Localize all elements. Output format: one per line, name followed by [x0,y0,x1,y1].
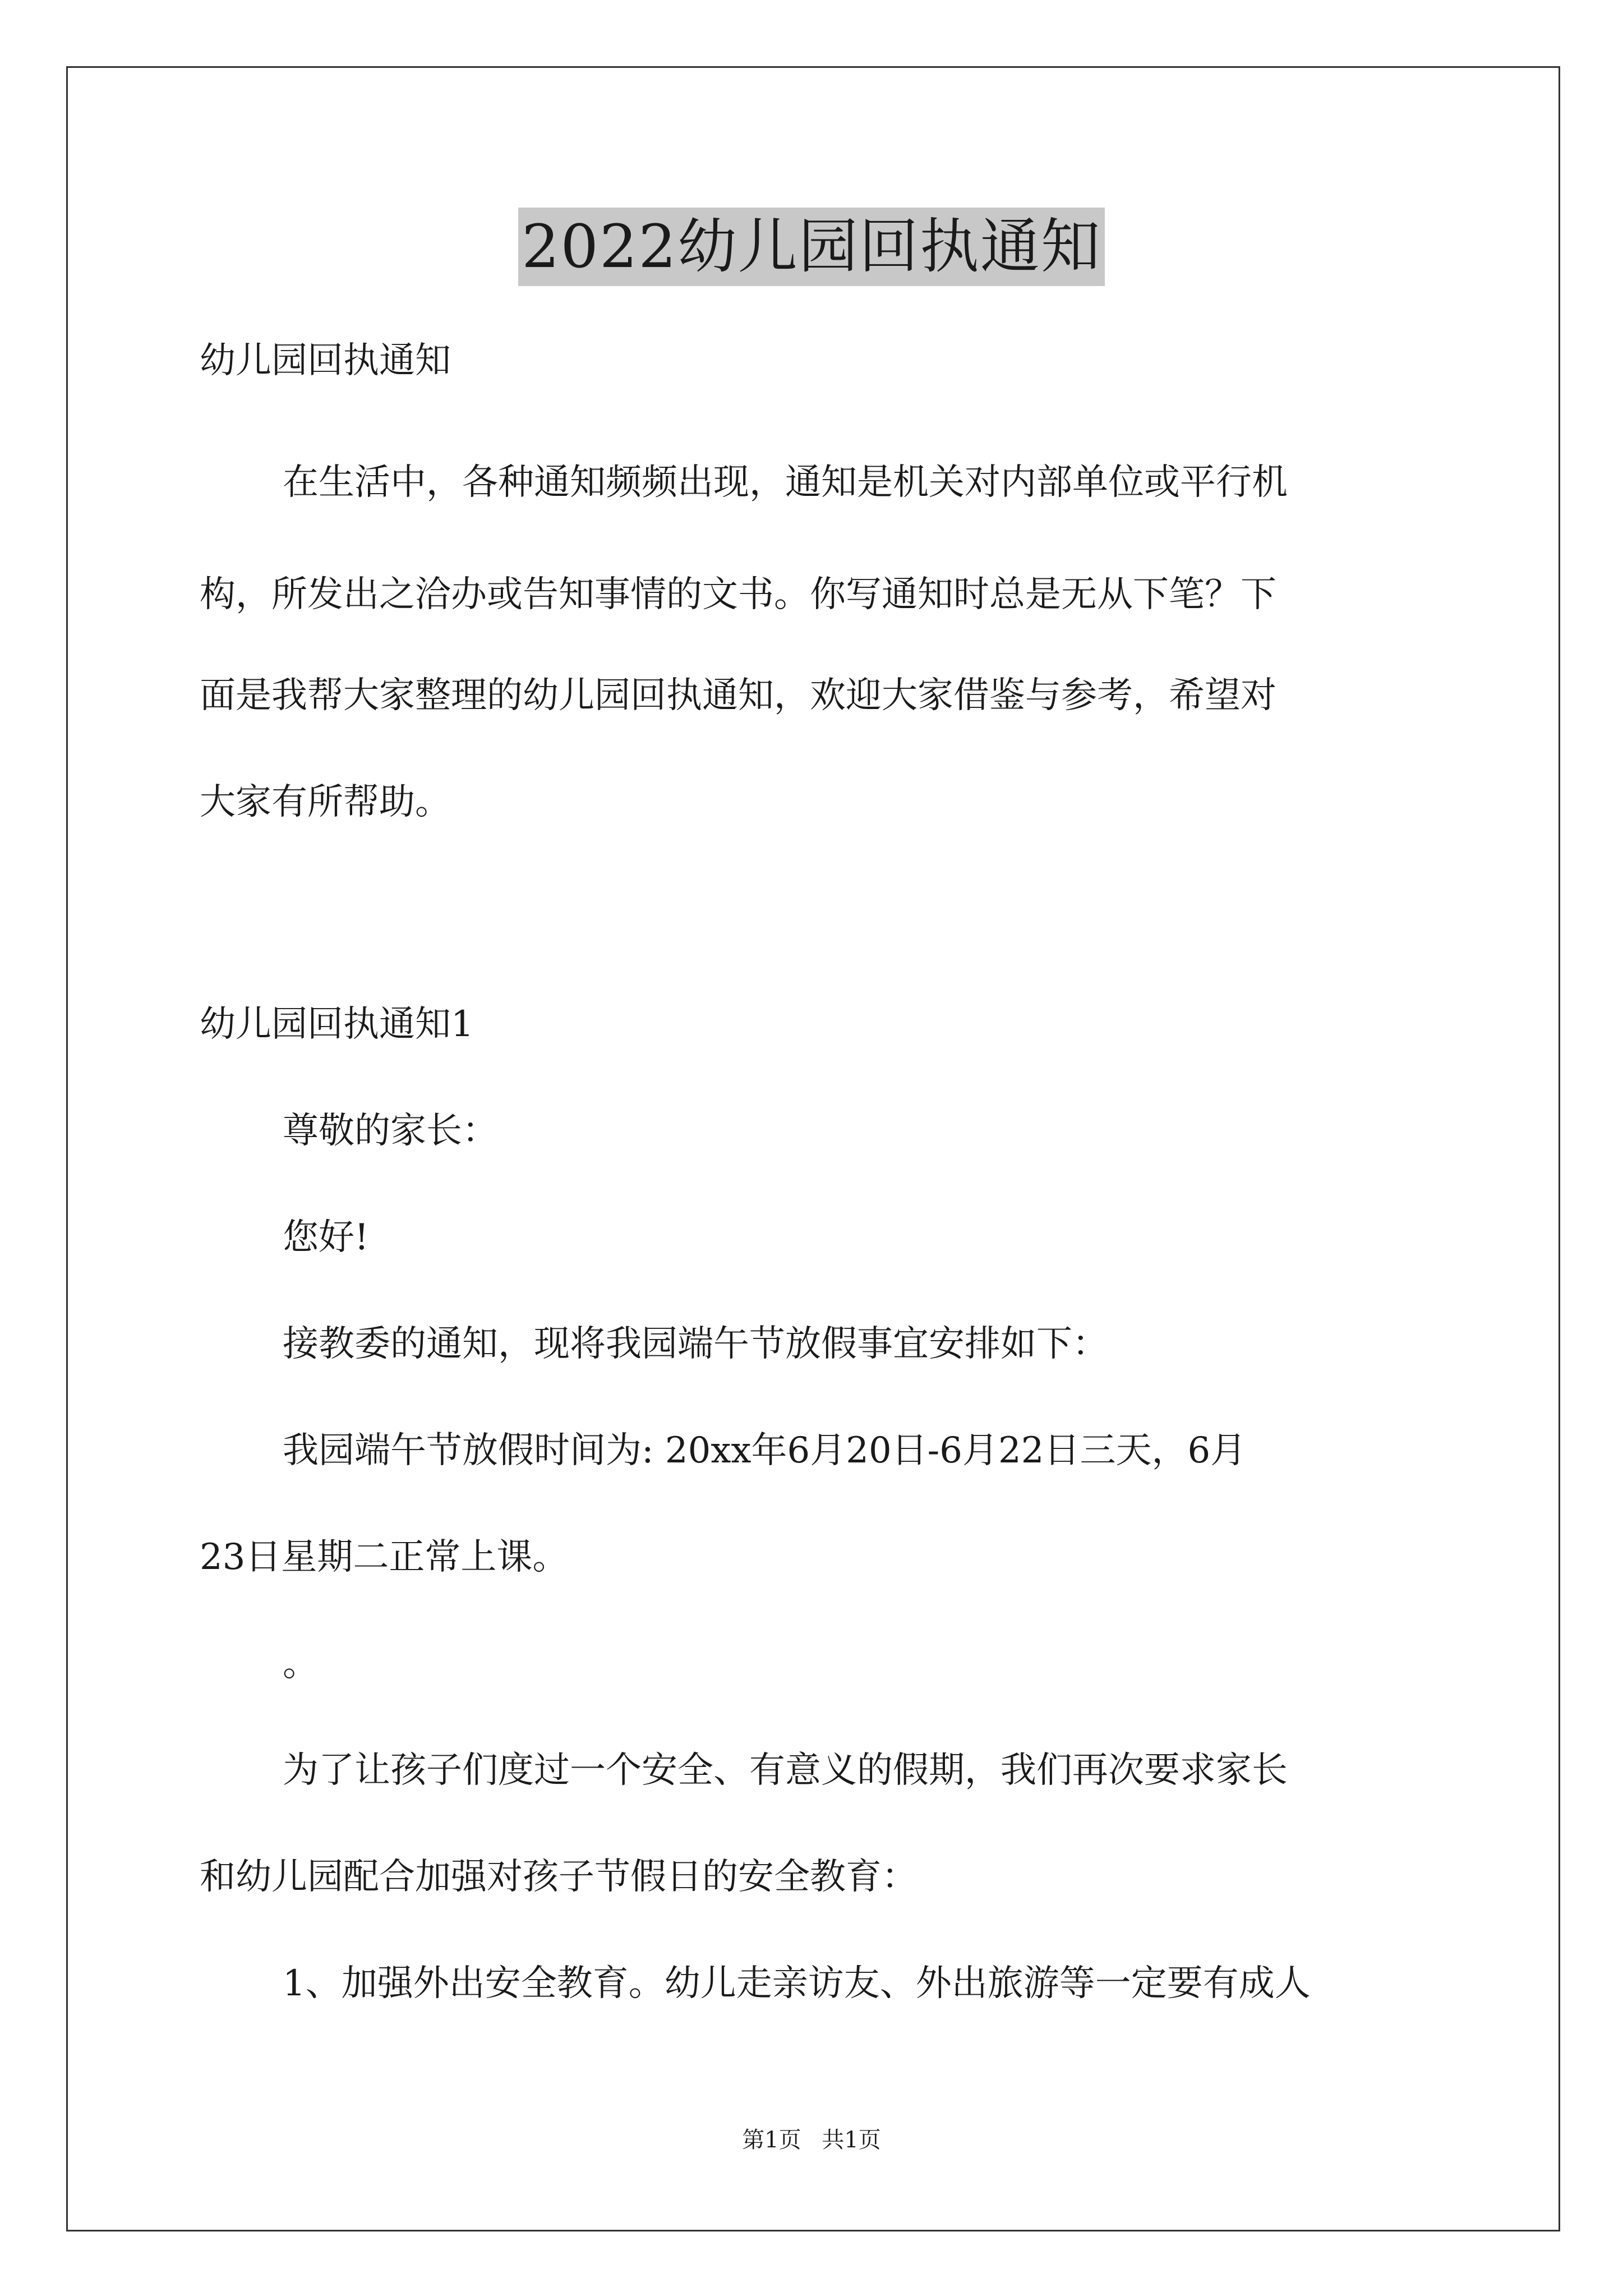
page-number-current: 第1页 [742,2127,801,2153]
list-item: 1、加强外出安全教育。幼儿走亲访友、外出旅游等一定要有成人 [283,1963,1311,2004]
page-number-total: 共1页 [822,2127,881,2153]
document-title: 2022幼儿园回执通知 [518,208,1105,286]
paragraph-line: 接教委的通知，现将我园端午节放假事宜安排如下： [283,1323,1108,1365]
paragraph-line: 在生活中，各种通知频频出现，通知是机关对内部单位或平行机 [283,462,1288,503]
paragraph-line: 和幼儿园配合加强对孩子节假日的安全教育： [200,1856,917,1898]
title-container [0,208,1623,286]
line-heading: 幼儿园回执通知 [200,340,451,381]
section-heading: 幼儿园回执通知1 [200,1004,474,1045]
paragraph-line: 23日星期二正常上课。 [200,1536,569,1578]
paragraph-line: 大家有所帮助。 [200,781,451,823]
page-footer [0,2126,1623,2154]
paragraph-line: 构，所发出之洽办或告知事情的文书。你写通知时总是无从下笔？下 [200,574,1276,615]
paragraph-line: 我园端午节放假时间为: 20xx年6月20日-6月22日三天，6月 [283,1430,1247,1471]
salutation: 尊敬的家长： [283,1110,498,1152]
paragraph-line: 为了让孩子们度过一个安全、有意义的假期，我们再次要求家长 [283,1750,1288,1791]
paragraph-line: 面是我帮大家整理的幼儿园回执通知，欢迎大家借鉴与参考，希望对 [200,675,1276,716]
greeting: 您好! [283,1217,369,1258]
paragraph-line: 。 [283,1643,319,1685]
